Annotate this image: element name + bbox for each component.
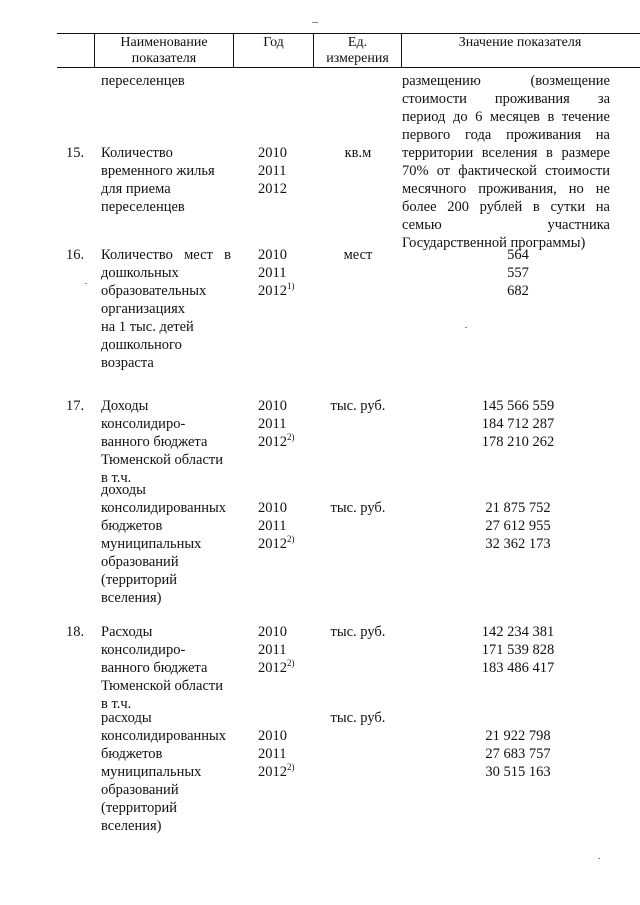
row-name-line: (территорий	[101, 800, 178, 816]
row-year-value: 2010	[258, 500, 287, 516]
row-name-line: Тюменской области	[101, 452, 223, 468]
continuation-value-line: территории вселения в размере	[402, 145, 610, 161]
row-value: 557	[507, 265, 529, 281]
row-value: 171 539 828	[481, 642, 555, 658]
scan-speck	[85, 283, 87, 284]
row-year-value: 2010	[258, 624, 287, 640]
row-name-line: на 1 тыс. детей	[101, 319, 194, 335]
row-value: 21 875 752	[485, 500, 551, 516]
header-value: Значение показателя	[458, 35, 582, 50]
row-value: 682	[507, 283, 529, 299]
row-name-line: образовательных	[101, 283, 207, 299]
row-year-value: 2012	[258, 536, 287, 552]
row-year-value: 2011	[258, 416, 287, 432]
row-name-line: бюджетов	[101, 518, 163, 534]
header-unit-cell	[314, 35, 401, 67]
continuation-name-tail: переселенцев	[101, 73, 185, 89]
row-name-line: вселения)	[101, 590, 162, 606]
footnote-marker: 2)	[287, 534, 295, 544]
row-name-line: образований	[101, 782, 179, 798]
row-year: 2012	[258, 181, 287, 197]
row-years	[258, 144, 287, 198]
row-unit: мест	[343, 247, 373, 263]
subrow-values	[402, 499, 634, 553]
scan-speck	[598, 858, 600, 859]
row-value: 142 234 381	[481, 624, 555, 640]
row-year	[258, 433, 295, 451]
scan-speck	[312, 22, 318, 23]
row-year-value: 2012	[258, 434, 287, 450]
row-value: 32 362 173	[485, 536, 551, 552]
row-years	[258, 623, 295, 677]
header-unit-line-2: измерения	[326, 51, 389, 66]
footnote-marker: 2)	[287, 432, 295, 442]
row-name-line: расходы	[101, 710, 152, 726]
row-name-line: (территорий	[101, 572, 178, 588]
row-year	[258, 763, 295, 781]
header-value-cell	[402, 35, 638, 51]
row-name-line: ванного бюджета	[101, 434, 208, 450]
row-year-value: 2011	[258, 642, 287, 658]
row-name-line: возраста	[101, 355, 154, 371]
row-name-line: образований	[101, 554, 179, 570]
header-unit-line-1: Ед.	[347, 35, 368, 50]
row-value: 178 210 262	[481, 434, 555, 450]
row-year	[258, 659, 295, 677]
row-value: 27 683 757	[485, 746, 551, 762]
subrow-unit: тыс. руб.	[330, 500, 386, 516]
row-name	[101, 246, 231, 372]
header-name-line-1: Наименование	[120, 35, 208, 50]
row-name-line: организациях	[101, 301, 186, 317]
continuation-value-line: месячного проживания, но не	[402, 181, 610, 197]
row-name-line: Количество	[101, 145, 173, 161]
row-years	[258, 246, 295, 300]
row-values	[402, 397, 634, 451]
continuation-value-line: семью участника	[402, 217, 610, 233]
row-name-line: в т.ч.	[101, 696, 132, 712]
row-year-value: 2011	[258, 746, 287, 762]
row-name-line: муниципальных	[101, 764, 202, 780]
row-number: 18.	[66, 624, 85, 640]
row-name-line: Тюменской области	[101, 678, 223, 694]
footnote-marker: 1)	[287, 281, 295, 291]
row-year	[258, 517, 295, 535]
subrow-unit: тыс. руб.	[330, 710, 386, 726]
row-year	[258, 535, 295, 553]
row-name	[101, 144, 215, 216]
row-name-line: консолидиро-	[101, 642, 186, 658]
table-top-border	[57, 33, 640, 34]
continuation-value-line: размещению (возмещение	[402, 73, 610, 89]
row-number: 15.	[66, 145, 85, 161]
row-name-line: Доходы	[101, 398, 149, 414]
row-year-value: 2012	[258, 660, 287, 676]
row-values	[402, 623, 634, 677]
row-year-value: 2012	[258, 283, 287, 299]
row-year	[258, 282, 295, 300]
row-year: 2010	[258, 145, 287, 161]
continuation-value-line: стоимости проживания за	[402, 91, 610, 107]
continuation-value-line: первого года проживания на	[402, 127, 610, 143]
row-value: 145 566 559	[481, 398, 555, 414]
row-values	[402, 246, 634, 300]
scan-speck	[465, 327, 467, 328]
row-value: 183 486 417	[481, 660, 555, 676]
row-year-value: 2011	[258, 265, 287, 281]
table-header-bottom-border	[57, 67, 640, 68]
row-year-value: 2010	[258, 398, 287, 414]
row-name-line: доходы	[101, 482, 146, 498]
footnote-marker: 2)	[287, 658, 295, 668]
row-number: 16.	[66, 247, 85, 263]
row-name-line: консолидированных	[101, 500, 227, 516]
row-value: 27 612 955	[485, 518, 551, 534]
subrow-name	[101, 709, 226, 835]
row-year-value: 2011	[258, 518, 287, 534]
header-name-cell	[95, 35, 233, 67]
row-name-line: консолидированных	[101, 728, 227, 744]
header-name-line-2: показателя	[131, 51, 197, 66]
row-name	[101, 623, 223, 713]
subrow-values	[402, 727, 634, 781]
header-year-cell	[234, 35, 313, 51]
row-name-line: ванного бюджета	[101, 660, 208, 676]
row-unit: тыс. руб.	[330, 624, 386, 640]
row-value: 30 515 163	[485, 764, 551, 780]
row-name-line: временного жилья	[101, 163, 215, 179]
continuation-value-line: 70% от фактической стоимости	[402, 163, 610, 179]
row-name-line: в т.ч.	[101, 470, 132, 486]
row-value: 21 922 798	[485, 728, 551, 744]
continuation-value-line: Государственной программы)	[402, 235, 586, 251]
row-name-line: для приема	[101, 181, 171, 197]
continuation-value-line: период до 6 месяцев в течение	[402, 109, 610, 125]
row-name-line: муниципальных	[101, 536, 202, 552]
row-value: 564	[507, 247, 529, 263]
row-unit: кв.м	[344, 145, 372, 161]
row-name-line: дошкольных	[101, 265, 179, 281]
row-year	[258, 246, 295, 264]
row-name-line: Количество мест в	[101, 247, 231, 263]
footnote-marker: 2)	[287, 762, 295, 772]
subrow-years	[258, 499, 295, 553]
row-year-value: 2010	[258, 728, 287, 744]
row-year-value: 2010	[258, 247, 287, 263]
row-name	[101, 397, 223, 487]
row-year	[258, 397, 295, 415]
row-name-line: дошкольного	[101, 337, 182, 353]
subrow-years	[258, 727, 295, 781]
row-name-line: вселения)	[101, 818, 162, 834]
row-year	[258, 499, 295, 517]
row-name-line: бюджетов	[101, 746, 163, 762]
row-name-line: Расходы	[101, 624, 153, 640]
row-year	[258, 264, 295, 282]
continuation-value-line: более 200 рублей в сутки на	[402, 199, 610, 215]
row-year	[258, 623, 295, 641]
header-year: Год	[263, 35, 284, 50]
row-value: 184 712 287	[481, 416, 555, 432]
row-year: 2011	[258, 163, 287, 179]
row-year-value: 2012	[258, 764, 287, 780]
row-name-line: переселенцев	[101, 199, 185, 215]
row-name-line: консолидиро-	[101, 416, 186, 432]
row-number: 17.	[66, 398, 85, 414]
subrow-name	[101, 481, 226, 607]
row-years	[258, 397, 295, 451]
row-year	[258, 415, 295, 433]
row-unit: тыс. руб.	[330, 398, 386, 414]
row-year	[258, 727, 295, 745]
row-year	[258, 745, 295, 763]
row-year	[258, 641, 295, 659]
